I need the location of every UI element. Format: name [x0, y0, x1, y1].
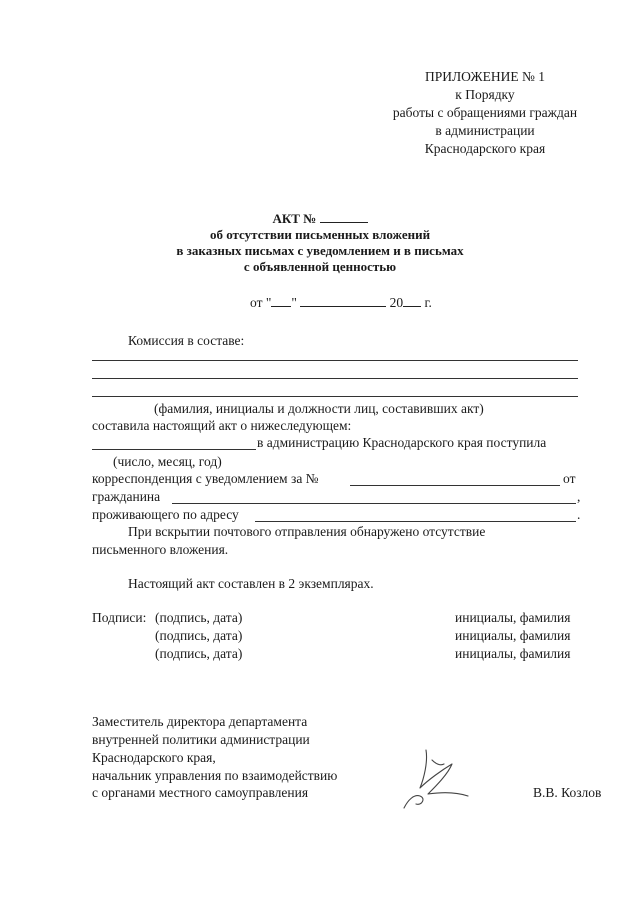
act-title-line-2: об отсутствии письменных вложений	[209, 227, 431, 242]
correspondence-number-blank	[350, 485, 560, 486]
address-period: .	[577, 507, 581, 522]
signature-row-3-left: (подпись, дата)	[155, 646, 243, 661]
footer-line-2: внутренней политики администрации	[92, 732, 310, 747]
signature-row-3-right: инициалы, фамилия	[455, 646, 571, 661]
from-text: от	[563, 471, 576, 486]
address-blank	[255, 521, 576, 522]
signature-row-2-right: инициалы, фамилия	[455, 628, 571, 643]
drew-up-text: составила настоящий акт о нижеследующем:	[92, 418, 352, 433]
year-suffix: г.	[424, 295, 432, 310]
month-blank	[300, 305, 386, 307]
appendix-line-1: ПРИЛОЖЕНИЕ № 1	[424, 69, 546, 84]
citizen-blank	[172, 503, 576, 504]
signature-row-1-right: инициалы, фамилия	[455, 610, 571, 625]
appendix-line-5: Краснодарского края	[424, 141, 546, 156]
copies-text: Настоящий акт составлен в 2 экземплярах.	[128, 576, 374, 591]
footer-line-4: начальник управления по взаимодействию	[92, 768, 338, 783]
appendix-line-4: в администрации	[435, 123, 535, 138]
act-title-line-4: с объявленной ценностью	[243, 259, 397, 274]
footer-line-1: Заместитель директора департамента	[92, 714, 308, 729]
commission-line-3	[92, 396, 578, 397]
signature-row-1-left: (подпись, дата)	[155, 610, 243, 625]
receipt-date-blank	[92, 449, 256, 450]
date-caption: (число, месяц, год)	[113, 454, 222, 469]
footer-line-3: Краснодарского края,	[92, 750, 216, 765]
residing-text: проживающего по адресу	[92, 507, 239, 522]
signatures-label: Подписи:	[92, 610, 147, 625]
act-number-line	[120, 211, 520, 227]
footer-line-5: с органами местного самоуправления	[92, 785, 309, 800]
year-blank	[403, 305, 421, 307]
act-title	[120, 211, 520, 275]
commission-line-2	[92, 378, 578, 379]
persons-caption: (фамилия, инициалы и должности лиц, составивших акт)	[154, 401, 484, 416]
act-label: АКТ №	[272, 211, 317, 226]
opening-text: При вскрытии почтового отправления обнаружено отсутствие	[128, 524, 486, 539]
citizen-comma: ,	[577, 489, 581, 504]
appendix-header	[380, 68, 590, 158]
received-text: в администрацию Краснодарского края поступила	[257, 435, 547, 450]
opening-text-2: письменного вложения.	[92, 542, 229, 557]
correspondence-text: корреспонденция с уведомлением за №	[92, 471, 319, 486]
date-quote: "	[291, 295, 297, 310]
act-title-line-3: в заказных письмах с уведомлением и в письмах	[176, 243, 464, 258]
citizen-text: гражданина	[92, 489, 161, 504]
appendix-line-2: к Порядку	[455, 87, 515, 102]
act-number-blank	[320, 221, 368, 223]
year-prefix: 20	[389, 295, 404, 310]
appendix-line-3: работы с обращениями граждан	[392, 105, 578, 120]
handwritten-signature	[398, 740, 478, 815]
day-blank	[271, 305, 291, 307]
commission-label: Комиссия в составе:	[128, 333, 245, 348]
commission-line-1	[92, 360, 578, 361]
official-name: В.В. Козлов	[533, 785, 602, 800]
signature-row-2-left: (подпись, дата)	[155, 628, 243, 643]
date-prefix: от "	[250, 295, 272, 310]
date-line	[250, 294, 432, 311]
